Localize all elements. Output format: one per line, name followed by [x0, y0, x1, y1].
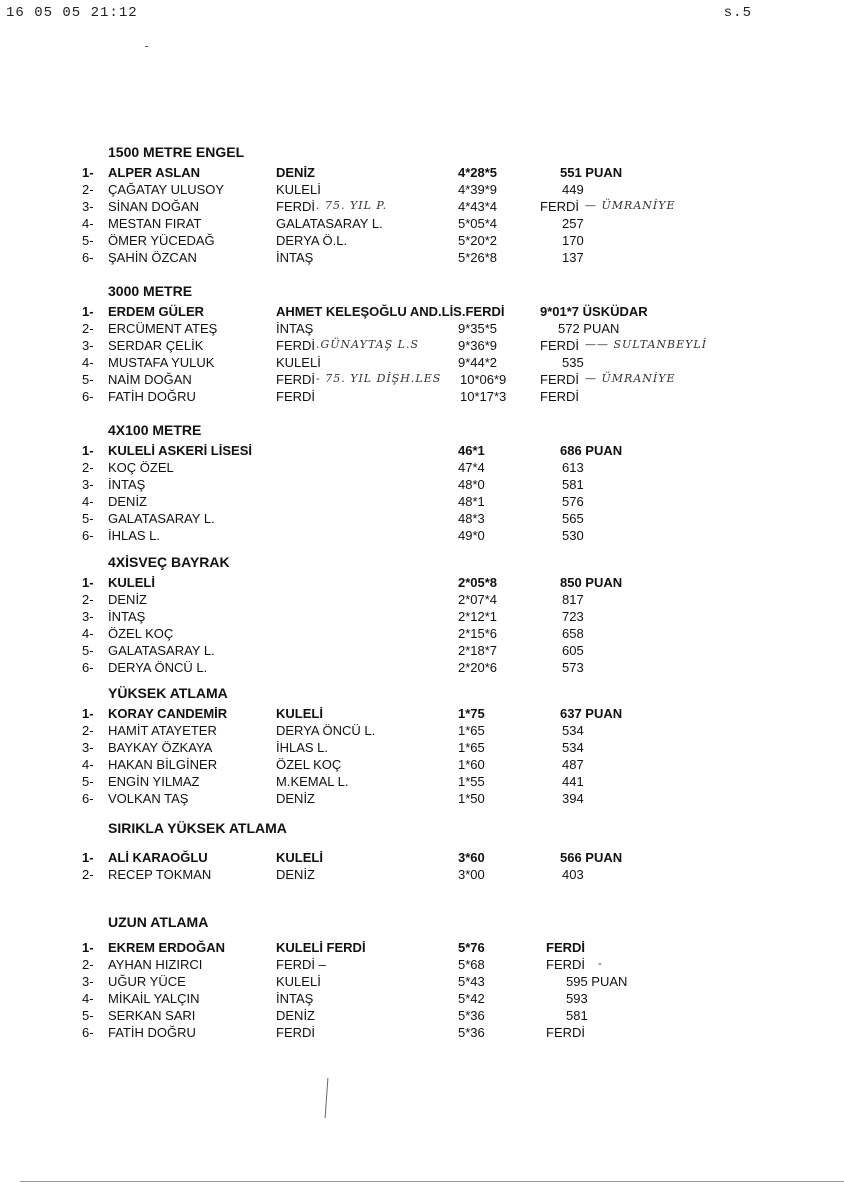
rank: 3- [82, 199, 94, 214]
result-row [0, 165, 844, 182]
result-row [0, 233, 844, 250]
rank: 4- [82, 494, 94, 509]
athlete-name: DENİZ [108, 592, 147, 607]
athlete-name: MİKAİL YALÇIN [108, 991, 200, 1006]
rank: 6- [82, 791, 94, 806]
athlete-name: ALPER ASLAN [108, 165, 200, 180]
rank: 3- [82, 338, 94, 353]
result-time: 5*42 [458, 991, 485, 1006]
result-time: 2*07*4 [458, 592, 498, 607]
rank: 5- [82, 233, 94, 248]
result-time: 3*00 [458, 867, 485, 882]
result-time: 46*1 [458, 443, 485, 458]
event-title: UZUN ATLAMA [108, 914, 209, 930]
result-row [0, 304, 844, 321]
result-time: 9*36*9 [458, 338, 498, 353]
club: DERYA ÖNCÜ L. [276, 723, 376, 738]
result-time: 4*28*5 [458, 165, 498, 180]
rank: 6- [82, 250, 94, 265]
club: ÖZEL KOÇ [276, 757, 342, 772]
rank: 4- [82, 757, 94, 772]
points: 723 [562, 609, 584, 624]
points: 487 [562, 757, 584, 772]
athlete-name: BAYKAY ÖZKAYA [108, 740, 213, 755]
pen-mark [325, 1078, 329, 1118]
result-row [0, 477, 844, 494]
athlete-name: KORAY CANDEMİR [108, 706, 228, 721]
club: FERDİ – [276, 957, 326, 972]
points: 566 PUAN [560, 850, 623, 865]
points: 551 PUAN [560, 165, 623, 180]
result-row [0, 940, 844, 957]
result-row [0, 867, 844, 884]
club: DERYA Ö.L. [276, 233, 348, 248]
rank: 2- [82, 321, 94, 336]
club: KULELİ [276, 974, 321, 989]
club: DENİZ [276, 791, 315, 806]
athlete-name: GALATASARAY L. [108, 511, 215, 526]
club: İHLAS L. [276, 740, 329, 755]
points: 534 [562, 723, 584, 738]
result-row [0, 575, 844, 592]
rank: 6- [82, 660, 94, 675]
page-bottom-line [20, 1181, 844, 1182]
rank: 2- [82, 867, 94, 882]
club: DENİZ [276, 165, 315, 180]
club: M.KEMAL L. [276, 774, 349, 789]
rank: 4- [82, 216, 94, 231]
result-time: 1*75 [458, 706, 485, 721]
result-row [0, 609, 844, 626]
result-time: 48*1 [458, 494, 485, 509]
club: KULELİ [276, 706, 323, 721]
rank: 5- [82, 643, 94, 658]
points: 850 PUAN [560, 575, 623, 590]
result-time: 1*65 [458, 723, 485, 738]
athlete-name: RECEP TOKMAN [108, 867, 212, 882]
result-time: 47*4 [458, 460, 485, 475]
result-row [0, 494, 844, 511]
athlete-name: MESTAN FIRAT [108, 216, 202, 231]
result-time: 5*36 [458, 1025, 485, 1040]
athlete-name: İHLAS L. [108, 528, 161, 543]
result-time: 4*39*9 [458, 182, 498, 197]
points: FERDİ [540, 338, 579, 353]
athlete-name: ÇAĞATAY ULUSOY [108, 182, 225, 197]
result-row [0, 389, 844, 406]
result-row [0, 774, 844, 791]
rank: 1- [82, 850, 94, 865]
scan-speck [145, 46, 148, 47]
rank: 4- [82, 626, 94, 641]
athlete-name: KOÇ ÖZEL [108, 460, 174, 475]
points: 595 PUAN [566, 974, 628, 989]
result-time: 2*12*1 [458, 609, 498, 624]
result-time: 1*50 [458, 791, 485, 806]
result-row [0, 182, 844, 199]
athlete-name: KULELİ [108, 575, 155, 590]
handwritten-points-note: — ÜMRANİYE [585, 372, 676, 385]
result-row [0, 757, 844, 774]
club: KULELİ [276, 355, 321, 370]
rank: 5- [82, 511, 94, 526]
rank: 5- [82, 372, 94, 387]
result-row [0, 1025, 844, 1042]
result-time: 5*36 [458, 1008, 485, 1023]
handwritten-club-note: - 75. YIL DİŞH.LES [316, 372, 442, 385]
points: 534 [562, 740, 584, 755]
club: FERDİ [276, 338, 315, 353]
points: FERDİ [540, 199, 579, 214]
fax-page-number: s.5 [723, 5, 752, 21]
athlete-name: İNTAŞ [108, 477, 146, 492]
result-row [0, 723, 844, 740]
result-row [0, 528, 844, 545]
athlete-name: NAİM DOĞAN [108, 372, 192, 387]
points: 403 [562, 867, 584, 882]
athlete-name: ŞAHİN ÖZCAN [108, 250, 197, 265]
points: 535 [562, 355, 584, 370]
result-row [0, 1008, 844, 1025]
rank: 3- [82, 740, 94, 755]
result-row [0, 626, 844, 643]
result-time: 2*15*6 [458, 626, 498, 641]
result-time: 3*60 [458, 850, 485, 865]
points: 449 [562, 182, 584, 197]
athlete-name: İNTAŞ [108, 609, 146, 624]
handwritten-club-note: .GÜNAYTAŞ L.S [316, 338, 419, 351]
club: DENİZ [276, 1008, 315, 1023]
points: 573 [562, 660, 584, 675]
points: 686 PUAN [560, 443, 623, 458]
athlete-name: MUSTAFA YULUK [108, 355, 215, 370]
result-row [0, 250, 844, 267]
rank: 6- [82, 528, 94, 543]
result-row [0, 991, 844, 1008]
athlete-name: DERYA ÖNCÜ L. [108, 660, 208, 675]
club: FERDİ [276, 372, 315, 387]
athlete-name: KULELİ ASKERİ LİSESİ [108, 443, 252, 458]
athlete-name: SİNAN DOĞAN [108, 199, 200, 214]
handwritten-points-note: — ÜMRANİYE [585, 199, 676, 212]
handwritten-club-note: . 75. YIL P. [316, 199, 388, 212]
athlete-name: ERDEM GÜLER [108, 304, 205, 319]
result-time: 2*20*6 [458, 660, 498, 675]
event-title: 1500 METRE ENGEL [108, 144, 245, 160]
athlete-name: DENİZ [108, 494, 147, 509]
rank: 3- [82, 609, 94, 624]
result-row [0, 338, 844, 355]
event-title: 4X100 METRE [108, 422, 202, 438]
result-time: 48*0 [458, 477, 485, 492]
club: KULELİ FERDİ [276, 940, 366, 955]
event-title: SIRIKLA YÜKSEK ATLAMA [108, 820, 287, 836]
points: 530 [562, 528, 584, 543]
club: İNTAŞ [276, 991, 314, 1006]
athlete-name: FATİH DOĞRU [108, 389, 196, 404]
points: FERDİ [540, 372, 579, 387]
result-time: 5*26*8 [458, 250, 498, 265]
athlete-name: ERCÜMENT ATEŞ [108, 321, 218, 336]
result-row [0, 199, 844, 216]
result-time: 1*55 [458, 774, 485, 789]
points: 581 [562, 477, 584, 492]
rank: 1- [82, 575, 94, 590]
event-title: YÜKSEK ATLAMA [108, 685, 228, 701]
club: KULELİ [276, 850, 323, 865]
club: FERDİ [276, 389, 315, 404]
event-title: 4XİSVEÇ BAYRAK [108, 554, 230, 570]
result-time: 9*35*5 [458, 321, 498, 336]
points: FERDİ [546, 940, 585, 955]
athlete-name: ÖZEL KOÇ [108, 626, 174, 641]
result-row [0, 321, 844, 338]
rank: 6- [82, 1025, 94, 1040]
club: FERDİ [276, 1025, 315, 1040]
points: 605 [562, 643, 584, 658]
rank: 2- [82, 723, 94, 738]
points: 441 [562, 774, 584, 789]
result-row [0, 660, 844, 677]
result-time: 1*60 [458, 757, 485, 772]
rank: 2- [82, 460, 94, 475]
result-row [0, 974, 844, 991]
result-time: 5*76 [458, 940, 485, 955]
result-time: 5*05*4 [458, 216, 498, 231]
points: 394 [562, 791, 584, 806]
rank: 4- [82, 355, 94, 370]
points: 9*01*7 ÜSKÜDAR [540, 304, 648, 319]
club: AHMET KELEŞOĞLU AND.LİS.FERDİ [276, 304, 505, 319]
points: 572 PUAN [558, 321, 620, 336]
rank: 6- [82, 389, 94, 404]
event-title: 3000 METRE [108, 283, 193, 299]
result-row [0, 643, 844, 660]
result-row [0, 443, 844, 460]
result-time: 49*0 [458, 528, 485, 543]
athlete-name: ENGİN YILMAZ [108, 774, 200, 789]
points: 613 [562, 460, 584, 475]
points: 581 [566, 1008, 588, 1023]
club: FERDİ [276, 199, 315, 214]
result-row [0, 791, 844, 808]
rank: 2- [82, 592, 94, 607]
athlete-name: UĞUR YÜCE [108, 974, 186, 989]
points: FERDİ [546, 957, 585, 972]
handwritten-points-note: - [598, 957, 603, 970]
club: İNTAŞ [276, 250, 314, 265]
rank: 2- [82, 957, 94, 972]
rank: 4- [82, 991, 94, 1006]
athlete-name: HAKAN BİLGİNER [108, 757, 218, 772]
rank: 1- [82, 706, 94, 721]
result-time: 10*17*3 [460, 389, 507, 404]
club: GALATASARAY L. [276, 216, 383, 231]
result-row [0, 372, 844, 389]
result-row [0, 460, 844, 477]
points: 576 [562, 494, 584, 509]
athlete-name: ALİ KARAOĞLU [108, 850, 208, 865]
fax-timestamp: 16 05 05 21:12 [6, 5, 138, 21]
result-row [0, 706, 844, 723]
result-time: 9*44*2 [458, 355, 498, 370]
athlete-name: GALATASARAY L. [108, 643, 215, 658]
athlete-name: VOLKAN TAŞ [108, 791, 189, 806]
result-row [0, 355, 844, 372]
result-time: 5*43 [458, 974, 485, 989]
rank: 5- [82, 1008, 94, 1023]
result-time: 5*68 [458, 957, 485, 972]
result-time: 2*18*7 [458, 643, 498, 658]
result-row [0, 850, 844, 867]
club: İNTAŞ [276, 321, 314, 336]
points: 137 [562, 250, 584, 265]
result-row [0, 592, 844, 609]
club: DENİZ [276, 867, 315, 882]
points: FERDİ [540, 389, 579, 404]
points: FERDİ [546, 1025, 585, 1040]
athlete-name: SERKAN SARI [108, 1008, 196, 1023]
result-time: 1*65 [458, 740, 485, 755]
result-time: 5*20*2 [458, 233, 498, 248]
rank: 2- [82, 182, 94, 197]
result-row [0, 740, 844, 757]
points: 658 [562, 626, 584, 641]
rank: 1- [82, 443, 94, 458]
result-time: 48*3 [458, 511, 485, 526]
result-row [0, 511, 844, 528]
rank: 3- [82, 974, 94, 989]
athlete-name: ÖMER YÜCEDAĞ [108, 233, 215, 248]
result-time: 10*06*9 [460, 372, 507, 387]
result-time: 4*43*4 [458, 199, 498, 214]
club: KULELİ [276, 182, 321, 197]
points: 817 [562, 592, 584, 607]
athlete-name: FATİH DOĞRU [108, 1025, 196, 1040]
athlete-name: EKREM ERDOĞAN [108, 940, 226, 955]
rank: 1- [82, 165, 94, 180]
result-time: 2*05*8 [458, 575, 498, 590]
result-row [0, 216, 844, 233]
points: 170 [562, 233, 584, 248]
points: 257 [562, 216, 584, 231]
points: 593 [566, 991, 588, 1006]
result-row [0, 957, 844, 974]
handwritten-points-note: —— SULTANBEYLİ [585, 338, 708, 351]
points: 637 PUAN [560, 706, 623, 721]
points: 565 [562, 511, 584, 526]
athlete-name: HAMİT ATAYETER [108, 723, 217, 738]
rank: 1- [82, 940, 94, 955]
rank: 5- [82, 774, 94, 789]
athlete-name: AYHAN HIZIRCI [108, 957, 203, 972]
athlete-name: SERDAR ÇELİK [108, 338, 204, 353]
rank: 3- [82, 477, 94, 492]
rank: 1- [82, 304, 94, 319]
